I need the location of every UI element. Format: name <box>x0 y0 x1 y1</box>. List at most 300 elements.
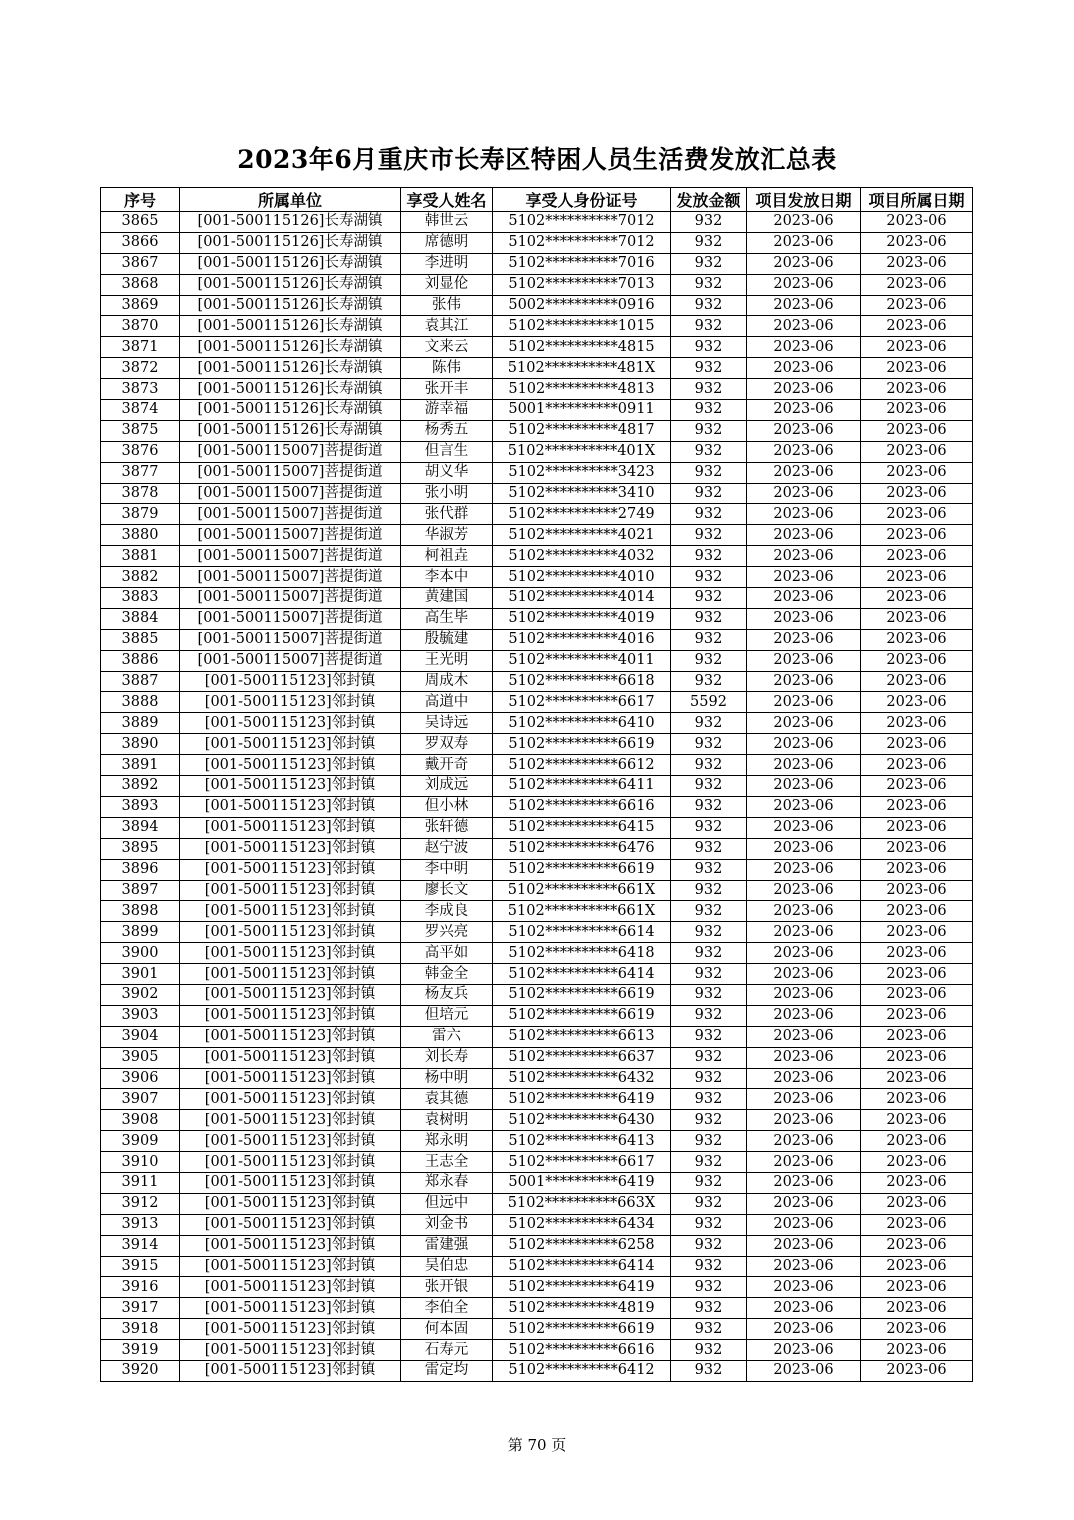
period-date-cell: 2023-06 <box>861 692 973 713</box>
id-number-cell: 5102**********6418 <box>493 943 671 964</box>
issue-date-cell: 2023-06 <box>747 1172 861 1193</box>
table-row <box>101 880 973 901</box>
name-cell: 刘显伦 <box>401 274 493 295</box>
unit-cell: [001-500115123]邻封镇 <box>180 984 401 1005</box>
serial-cell: 3908 <box>101 1110 180 1131</box>
name-cell: 高生毕 <box>401 608 493 629</box>
id-number-cell: 5001**********0911 <box>493 400 671 421</box>
issue-date-cell: 2023-06 <box>747 212 861 233</box>
period-date-cell: 2023-06 <box>861 1256 973 1277</box>
id-number-cell: 5102**********4815 <box>493 337 671 358</box>
period-date-cell: 2023-06 <box>861 796 973 817</box>
period-date-cell: 2023-06 <box>861 629 973 650</box>
id-number-cell: 5102**********7013 <box>493 274 671 295</box>
name-cell: 郑永春 <box>401 1172 493 1193</box>
amount-cell: 932 <box>671 232 747 253</box>
issue-date-cell: 2023-06 <box>747 671 861 692</box>
unit-cell: [001-500115123]邻封镇 <box>180 838 401 859</box>
table-row <box>101 1068 973 1089</box>
name-cell: 袁其江 <box>401 316 493 337</box>
period-date-cell: 2023-06 <box>861 943 973 964</box>
id-number-cell: 5002**********0916 <box>493 295 671 316</box>
unit-cell: [001-500115123]邻封镇 <box>180 1110 401 1131</box>
amount-cell: 932 <box>671 943 747 964</box>
id-number-cell: 5102**********6432 <box>493 1068 671 1089</box>
issue-date-cell: 2023-06 <box>747 462 861 483</box>
amount-cell: 932 <box>671 420 747 441</box>
serial-cell: 3881 <box>101 546 180 567</box>
amount-cell: 932 <box>671 859 747 880</box>
id-number-cell: 5102**********4019 <box>493 608 671 629</box>
name-cell: 高道中 <box>401 692 493 713</box>
table-row <box>101 400 973 421</box>
serial-cell: 3865 <box>101 212 180 233</box>
table-row <box>101 1089 973 1110</box>
name-cell: 胡义华 <box>401 462 493 483</box>
unit-cell: [001-500115126]长寿湖镇 <box>180 337 401 358</box>
issue-date-cell: 2023-06 <box>747 692 861 713</box>
id-number-cell: 5102**********3410 <box>493 483 671 504</box>
issue-date-cell: 2023-06 <box>747 1110 861 1131</box>
unit-cell: [001-500115123]邻封镇 <box>180 1026 401 1047</box>
serial-cell: 3880 <box>101 525 180 546</box>
name-cell: 张小明 <box>401 483 493 504</box>
table-row <box>101 462 973 483</box>
issue-date-cell: 2023-06 <box>747 1319 861 1340</box>
serial-cell: 3897 <box>101 880 180 901</box>
table-row <box>101 984 973 1005</box>
id-number-cell: 5102**********4021 <box>493 525 671 546</box>
page-number: 第 70 页 <box>507 1436 567 1454</box>
serial-cell: 3872 <box>101 358 180 379</box>
unit-cell: [001-500115123]邻封镇 <box>180 1214 401 1235</box>
amount-cell: 932 <box>671 755 747 776</box>
amount-cell: 932 <box>671 817 747 838</box>
period-date-cell: 2023-06 <box>861 379 973 400</box>
serial-cell: 3882 <box>101 567 180 588</box>
id-number-cell: 5102**********3423 <box>493 462 671 483</box>
amount-cell: 932 <box>671 671 747 692</box>
name-cell: 雷六 <box>401 1026 493 1047</box>
table-row <box>101 1005 973 1026</box>
issue-date-cell: 2023-06 <box>747 943 861 964</box>
issue-date-cell: 2023-06 <box>747 796 861 817</box>
amount-cell: 932 <box>671 1340 747 1361</box>
period-date-cell: 2023-06 <box>861 212 973 233</box>
period-date-cell: 2023-06 <box>861 1047 973 1068</box>
amount-cell: 932 <box>671 483 747 504</box>
unit-cell: [001-500115123]邻封镇 <box>180 713 401 734</box>
name-cell: 王光明 <box>401 650 493 671</box>
unit-cell: [001-500115126]长寿湖镇 <box>180 358 401 379</box>
serial-cell: 3911 <box>101 1172 180 1193</box>
amount-cell: 932 <box>671 1005 747 1026</box>
period-date-cell: 2023-06 <box>861 608 973 629</box>
issue-date-cell: 2023-06 <box>747 1089 861 1110</box>
period-date-cell: 2023-06 <box>861 337 973 358</box>
serial-cell: 3904 <box>101 1026 180 1047</box>
amount-cell: 932 <box>671 588 747 609</box>
issue-date-cell: 2023-06 <box>747 734 861 755</box>
serial-cell: 3914 <box>101 1235 180 1256</box>
serial-cell: 3902 <box>101 984 180 1005</box>
amount-cell: 932 <box>671 608 747 629</box>
table-row <box>101 295 973 316</box>
amount-cell: 932 <box>671 1047 747 1068</box>
issue-date-cell: 2023-06 <box>747 379 861 400</box>
serial-cell: 3888 <box>101 692 180 713</box>
table-row <box>101 817 973 838</box>
name-cell: 袁树明 <box>401 1110 493 1131</box>
id-number-cell: 5102**********663X <box>493 1193 671 1214</box>
unit-cell: [001-500115123]邻封镇 <box>180 1089 401 1110</box>
serial-cell: 3903 <box>101 1005 180 1026</box>
unit-cell: [001-500115123]邻封镇 <box>180 1235 401 1256</box>
name-cell: 高平如 <box>401 943 493 964</box>
id-number-cell: 5102**********6419 <box>493 1277 671 1298</box>
amount-cell: 932 <box>671 1277 747 1298</box>
amount-cell: 932 <box>671 546 747 567</box>
issue-date-cell: 2023-06 <box>747 420 861 441</box>
name-cell: 吴伯忠 <box>401 1256 493 1277</box>
amount-cell: 932 <box>671 1319 747 1340</box>
issue-date-cell: 2023-06 <box>747 274 861 295</box>
column-header: 享受人身份证号 <box>493 188 671 212</box>
id-number-cell: 5102**********6637 <box>493 1047 671 1068</box>
id-number-cell: 5102**********4032 <box>493 546 671 567</box>
table-row <box>101 796 973 817</box>
serial-cell: 3912 <box>101 1193 180 1214</box>
unit-cell: [001-500115007]菩提街道 <box>180 525 401 546</box>
serial-cell: 3917 <box>101 1298 180 1319</box>
unit-cell: [001-500115126]长寿湖镇 <box>180 232 401 253</box>
name-cell: 刘长寿 <box>401 1047 493 1068</box>
table-row <box>101 650 973 671</box>
serial-cell: 3900 <box>101 943 180 964</box>
period-date-cell: 2023-06 <box>861 880 973 901</box>
unit-cell: [001-500115123]邻封镇 <box>180 755 401 776</box>
issue-date-cell: 2023-06 <box>747 776 861 797</box>
issue-date-cell: 2023-06 <box>747 629 861 650</box>
amount-cell: 932 <box>671 796 747 817</box>
id-number-cell: 5102**********6434 <box>493 1214 671 1235</box>
name-cell: 殷毓建 <box>401 629 493 650</box>
id-number-cell: 5102**********6414 <box>493 964 671 985</box>
issue-date-cell: 2023-06 <box>747 295 861 316</box>
unit-cell: [001-500115123]邻封镇 <box>180 817 401 838</box>
unit-cell: [001-500115007]菩提街道 <box>180 483 401 504</box>
name-cell: 周成木 <box>401 671 493 692</box>
column-header: 享受人姓名 <box>401 188 493 212</box>
issue-date-cell: 2023-06 <box>747 1277 861 1298</box>
serial-cell: 3884 <box>101 608 180 629</box>
amount-cell: 932 <box>671 316 747 337</box>
period-date-cell: 2023-06 <box>861 1193 973 1214</box>
issue-date-cell: 2023-06 <box>747 880 861 901</box>
unit-cell: [001-500115007]菩提街道 <box>180 650 401 671</box>
period-date-cell: 2023-06 <box>861 671 973 692</box>
issue-date-cell: 2023-06 <box>747 964 861 985</box>
amount-cell: 932 <box>671 1089 747 1110</box>
amount-cell: 932 <box>671 441 747 462</box>
id-number-cell: 5102**********4813 <box>493 379 671 400</box>
period-date-cell: 2023-06 <box>861 1277 973 1298</box>
name-cell: 张代群 <box>401 504 493 525</box>
period-date-cell: 2023-06 <box>861 588 973 609</box>
issue-date-cell: 2023-06 <box>747 984 861 1005</box>
serial-cell: 3890 <box>101 734 180 755</box>
serial-cell: 3920 <box>101 1360 180 1381</box>
id-number-cell: 5102**********6414 <box>493 1256 671 1277</box>
amount-cell: 5592 <box>671 692 747 713</box>
id-number-cell: 5102**********481X <box>493 358 671 379</box>
name-cell: 但培元 <box>401 1005 493 1026</box>
id-number-cell: 5102**********6612 <box>493 755 671 776</box>
unit-cell: [001-500115123]邻封镇 <box>180 1277 401 1298</box>
issue-date-cell: 2023-06 <box>747 650 861 671</box>
table-header-row <box>101 188 973 212</box>
amount-cell: 932 <box>671 1360 747 1381</box>
period-date-cell: 2023-06 <box>861 838 973 859</box>
serial-cell: 3910 <box>101 1152 180 1173</box>
table-row <box>101 316 973 337</box>
name-cell: 黄建国 <box>401 588 493 609</box>
name-cell: 陈伟 <box>401 358 493 379</box>
amount-cell: 932 <box>671 901 747 922</box>
serial-cell: 3895 <box>101 838 180 859</box>
table-body <box>101 212 973 1382</box>
name-cell: 但小林 <box>401 796 493 817</box>
period-date-cell: 2023-06 <box>861 1235 973 1256</box>
period-date-cell: 2023-06 <box>861 776 973 797</box>
issue-date-cell: 2023-06 <box>747 546 861 567</box>
unit-cell: [001-500115126]长寿湖镇 <box>180 295 401 316</box>
table-row <box>101 588 973 609</box>
unit-cell: [001-500115126]长寿湖镇 <box>180 420 401 441</box>
table-row <box>101 253 973 274</box>
unit-cell: [001-500115123]邻封镇 <box>180 1298 401 1319</box>
table-row <box>101 1235 973 1256</box>
table-row <box>101 692 973 713</box>
amount-cell: 932 <box>671 1068 747 1089</box>
column-header: 项目所属日期 <box>861 188 973 212</box>
issue-date-cell: 2023-06 <box>747 504 861 525</box>
name-cell: 雷定均 <box>401 1360 493 1381</box>
serial-cell: 3915 <box>101 1256 180 1277</box>
unit-cell: [001-500115007]菩提街道 <box>180 629 401 650</box>
table-row <box>101 1131 973 1152</box>
name-cell: 杨中明 <box>401 1068 493 1089</box>
amount-cell: 932 <box>671 734 747 755</box>
unit-cell: [001-500115123]邻封镇 <box>180 964 401 985</box>
serial-cell: 3887 <box>101 671 180 692</box>
serial-cell: 3918 <box>101 1319 180 1340</box>
id-number-cell: 5102**********7012 <box>493 232 671 253</box>
name-cell: 张伟 <box>401 295 493 316</box>
id-number-cell: 5102**********6413 <box>493 1131 671 1152</box>
amount-cell: 932 <box>671 567 747 588</box>
id-number-cell: 5102**********7012 <box>493 212 671 233</box>
name-cell: 郑永明 <box>401 1131 493 1152</box>
issue-date-cell: 2023-06 <box>747 1131 861 1152</box>
period-date-cell: 2023-06 <box>861 420 973 441</box>
amount-cell: 932 <box>671 984 747 1005</box>
id-number-cell: 5102**********6619 <box>493 1005 671 1026</box>
id-number-cell: 5102**********6415 <box>493 817 671 838</box>
unit-cell: [001-500115123]邻封镇 <box>180 1005 401 1026</box>
serial-cell: 3889 <box>101 713 180 734</box>
column-header: 项目发放日期 <box>747 188 861 212</box>
unit-cell: [001-500115007]菩提街道 <box>180 588 401 609</box>
table-row <box>101 1277 973 1298</box>
amount-cell: 932 <box>671 337 747 358</box>
issue-date-cell: 2023-06 <box>747 859 861 880</box>
id-number-cell: 5102**********661X <box>493 880 671 901</box>
serial-cell: 3899 <box>101 922 180 943</box>
serial-cell: 3907 <box>101 1089 180 1110</box>
unit-cell: [001-500115123]邻封镇 <box>180 1152 401 1173</box>
amount-cell: 932 <box>671 838 747 859</box>
name-cell: 石寿元 <box>401 1340 493 1361</box>
table-row <box>101 1298 973 1319</box>
table-row <box>101 1047 973 1068</box>
name-cell: 罗双寿 <box>401 734 493 755</box>
table-row <box>101 671 973 692</box>
issue-date-cell: 2023-06 <box>747 1298 861 1319</box>
id-number-cell: 5102**********1015 <box>493 316 671 337</box>
serial-cell: 3909 <box>101 1131 180 1152</box>
id-number-cell: 5102**********6619 <box>493 1319 671 1340</box>
table-row <box>101 504 973 525</box>
table-row <box>101 483 973 504</box>
serial-cell: 3875 <box>101 420 180 441</box>
issue-date-cell: 2023-06 <box>747 1256 861 1277</box>
amount-cell: 932 <box>671 922 747 943</box>
issue-date-cell: 2023-06 <box>747 922 861 943</box>
unit-cell: [001-500115123]邻封镇 <box>180 692 401 713</box>
unit-cell: [001-500115007]菩提街道 <box>180 462 401 483</box>
table-row <box>101 901 973 922</box>
period-date-cell: 2023-06 <box>861 1340 973 1361</box>
id-number-cell: 5102**********6258 <box>493 1235 671 1256</box>
period-date-cell: 2023-06 <box>861 734 973 755</box>
amount-cell: 932 <box>671 629 747 650</box>
period-date-cell: 2023-06 <box>861 1005 973 1026</box>
table-row <box>101 964 973 985</box>
period-date-cell: 2023-06 <box>861 1214 973 1235</box>
period-date-cell: 2023-06 <box>861 441 973 462</box>
unit-cell: [001-500115123]邻封镇 <box>180 1360 401 1381</box>
unit-cell: [001-500115123]邻封镇 <box>180 671 401 692</box>
issue-date-cell: 2023-06 <box>747 1026 861 1047</box>
unit-cell: [001-500115123]邻封镇 <box>180 1256 401 1277</box>
amount-cell: 932 <box>671 1172 747 1193</box>
period-date-cell: 2023-06 <box>861 400 973 421</box>
serial-cell: 3877 <box>101 462 180 483</box>
table-row <box>101 546 973 567</box>
serial-cell: 3876 <box>101 441 180 462</box>
unit-cell: [001-500115007]菩提街道 <box>180 608 401 629</box>
table-row <box>101 1256 973 1277</box>
serial-cell: 3866 <box>101 232 180 253</box>
unit-cell: [001-500115126]长寿湖镇 <box>180 379 401 400</box>
amount-cell: 932 <box>671 1193 747 1214</box>
amount-cell: 932 <box>671 379 747 400</box>
serial-cell: 3886 <box>101 650 180 671</box>
name-cell: 李伯全 <box>401 1298 493 1319</box>
unit-cell: [001-500115123]邻封镇 <box>180 880 401 901</box>
unit-cell: [001-500115123]邻封镇 <box>180 1340 401 1361</box>
issue-date-cell: 2023-06 <box>747 817 861 838</box>
period-date-cell: 2023-06 <box>861 358 973 379</box>
table-row <box>101 734 973 755</box>
issue-date-cell: 2023-06 <box>747 232 861 253</box>
serial-cell: 3896 <box>101 859 180 880</box>
id-number-cell: 5001**********6419 <box>493 1172 671 1193</box>
issue-date-cell: 2023-06 <box>747 483 861 504</box>
id-number-cell: 5102**********4819 <box>493 1298 671 1319</box>
id-number-cell: 5102**********6619 <box>493 859 671 880</box>
table-row <box>101 1110 973 1131</box>
table-row <box>101 1152 973 1173</box>
id-number-cell: 5102**********7016 <box>493 253 671 274</box>
unit-cell: [001-500115007]菩提街道 <box>180 546 401 567</box>
id-number-cell: 5102**********6410 <box>493 713 671 734</box>
unit-cell: [001-500115123]邻封镇 <box>180 922 401 943</box>
name-cell: 文来云 <box>401 337 493 358</box>
amount-cell: 932 <box>671 1235 747 1256</box>
name-cell: 李中明 <box>401 859 493 880</box>
summary-table <box>100 187 973 1382</box>
serial-cell: 3892 <box>101 776 180 797</box>
unit-cell: [001-500115123]邻封镇 <box>180 796 401 817</box>
table-row <box>101 567 973 588</box>
issue-date-cell: 2023-06 <box>747 588 861 609</box>
issue-date-cell: 2023-06 <box>747 253 861 274</box>
period-date-cell: 2023-06 <box>861 922 973 943</box>
amount-cell: 932 <box>671 1298 747 1319</box>
id-number-cell: 5102**********6411 <box>493 776 671 797</box>
table-row <box>101 441 973 462</box>
table-row <box>101 420 973 441</box>
table-row <box>101 274 973 295</box>
id-number-cell: 5102**********6616 <box>493 1340 671 1361</box>
id-number-cell: 5102**********6412 <box>493 1360 671 1381</box>
serial-cell: 3871 <box>101 337 180 358</box>
serial-cell: 3867 <box>101 253 180 274</box>
id-number-cell: 5102**********6613 <box>493 1026 671 1047</box>
id-number-cell: 5102**********401X <box>493 441 671 462</box>
unit-cell: [001-500115007]菩提街道 <box>180 441 401 462</box>
table-row <box>101 212 973 233</box>
amount-cell: 932 <box>671 713 747 734</box>
name-cell: 袁其德 <box>401 1089 493 1110</box>
table-row <box>101 922 973 943</box>
table-row <box>101 608 973 629</box>
id-number-cell: 5102**********6616 <box>493 796 671 817</box>
issue-date-cell: 2023-06 <box>747 838 861 859</box>
id-number-cell: 5102**********4016 <box>493 629 671 650</box>
id-number-cell: 5102**********2749 <box>493 504 671 525</box>
period-date-cell: 2023-06 <box>861 274 973 295</box>
issue-date-cell: 2023-06 <box>747 1214 861 1235</box>
serial-cell: 3873 <box>101 379 180 400</box>
name-cell: 韩世云 <box>401 212 493 233</box>
period-date-cell: 2023-06 <box>861 859 973 880</box>
amount-cell: 932 <box>671 462 747 483</box>
amount-cell: 932 <box>671 1110 747 1131</box>
name-cell: 张开丰 <box>401 379 493 400</box>
